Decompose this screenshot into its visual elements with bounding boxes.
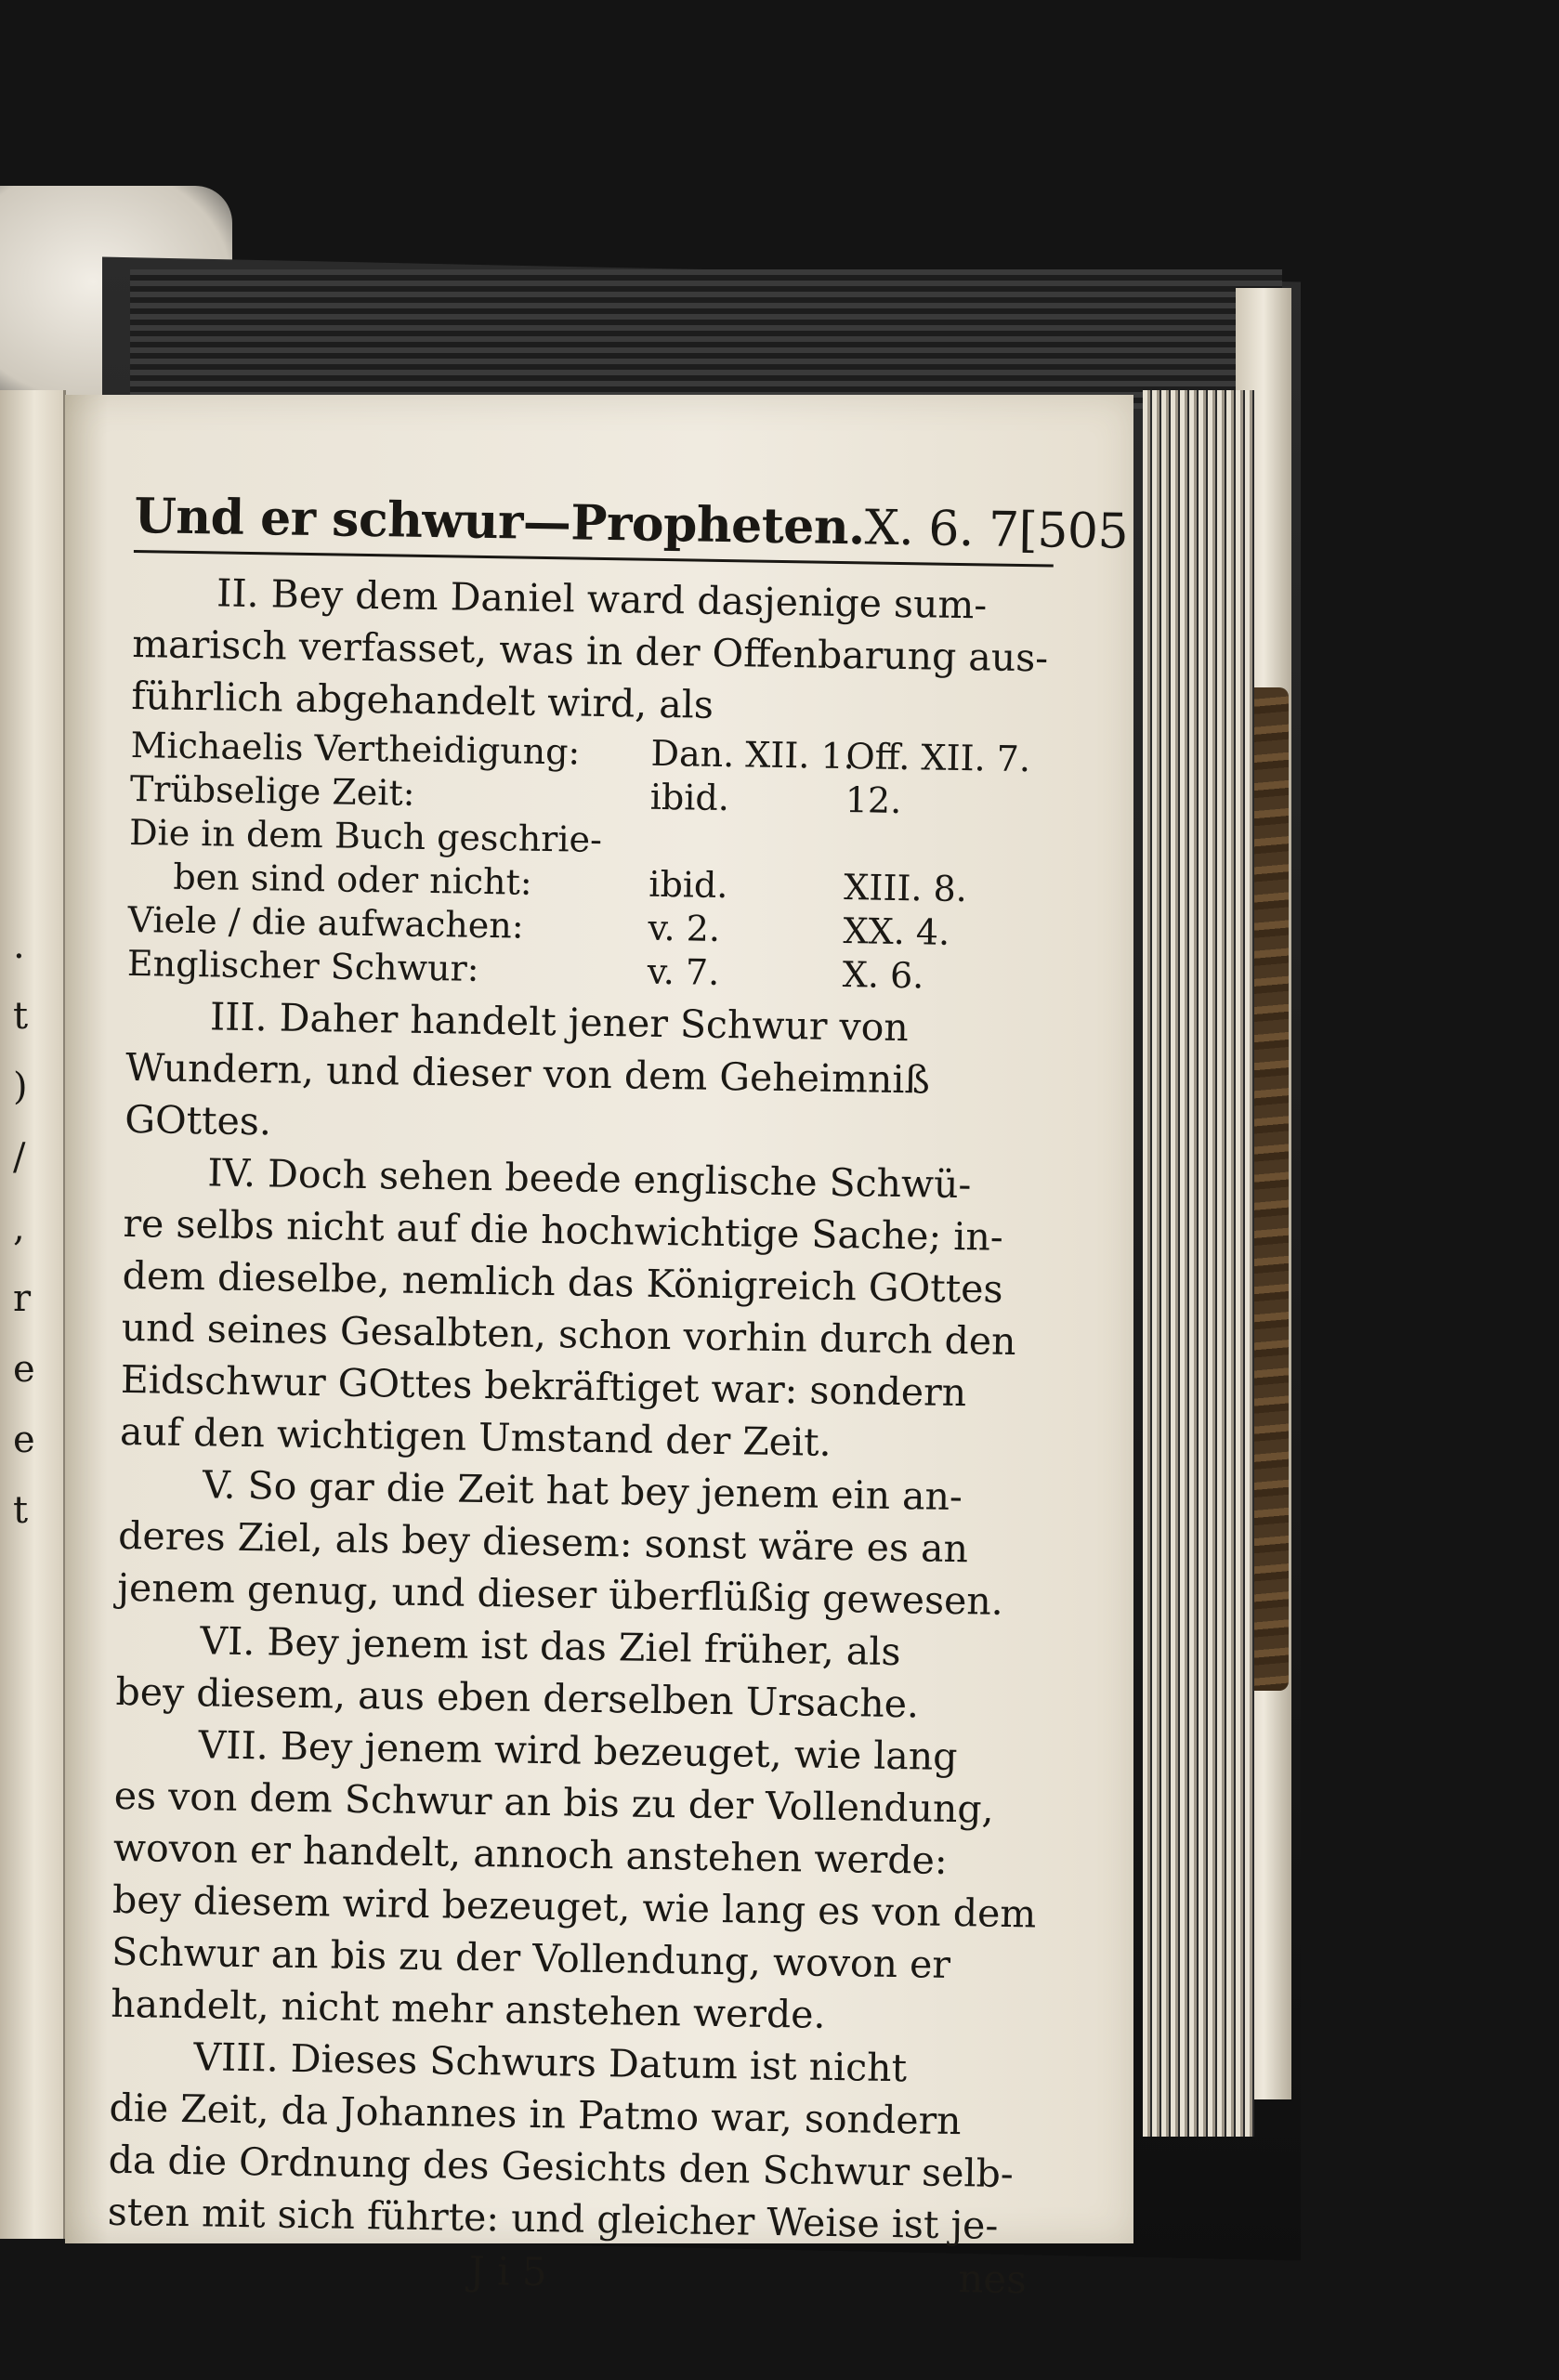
paragraph-vii: VII. Bey jenem wird bezeuget, wie lang es von dem Schwur an bis zu der Vollendung, wovon er handelt, annoch anstehen werde: bey diesem wird bezeuget, wie lang es von dem Schwur an bis zu der Vollendung, wovon er handelt, nicht mehr anstehen werde.: [110, 1722, 1037, 2037]
reference-row: ben sind oder nicht: ibid. XIII. 8.: [173, 856, 968, 910]
page-text-block: [106, 488, 1129, 2306]
reference-row: Englischer Schwur: v. 7. X. 6.: [126, 942, 924, 997]
left-page-margin-chars: . t ) / , r e e t: [13, 924, 35, 1532]
reference-row: Michaelis Vertheidigung: Dan. XII. 1. Off. XII. 7.: [130, 724, 1031, 780]
chapter-reference: X. 6. 7: [864, 500, 1020, 558]
left-page-sliver: [0, 390, 66, 2239]
reference-row: Trübselige Zeit: ibid. 12.: [129, 767, 902, 822]
signature-mark: J i 5: [468, 2247, 547, 2295]
catchword: nes: [957, 2256, 1028, 2303]
paragraph-iii: III. Daher handelt jener Schwur von Wundern, und dieser von dem Geheimniß GOttes.: [124, 994, 931, 1144]
paragraph-iv: IV. Doch sehen beede englische Schwü- re selbs nicht auf die hochwichtige Sache; in- dem dieselbe, nemlich das Königreich GOttes und seines Gesalbten, schon vorhin durch den Eidschwur GOttes bekräftiget war: sondern auf den wichtigen Umstand der Zeit.: [119, 1150, 1016, 1465]
paragraph-ii: II. Bey dem Daniel ward dasjenige sum- marisch verfasset, was in der Offenbarung aus- führlich abgehandelt wird, als: [131, 570, 1049, 727]
book-top-edge: [130, 269, 1282, 409]
paragraph-viii: VIII. Dieses Schwurs Datum ist nicht die Zeit, da Johannes in Patmo war, sondern da die Ordnung des Gesichts den Schwur selb- sten mit sich führte: und gleicher Weise ist je-: [107, 2034, 1015, 2248]
paragraph-vi: VI. Bey jenem ist das Ziel früher, als bey diesem, aus eben derselben Ursache.: [115, 1618, 920, 1727]
fore-edge: [1143, 390, 1254, 2137]
reference-row: Die in dem Buch geschrie-: [128, 811, 603, 860]
page-number: [505: [1018, 502, 1129, 560]
reference-table: [127, 724, 1051, 1000]
book-page: [65, 395, 1133, 2303]
running-header: [134, 488, 1129, 568]
reference-row: Viele / die aufwachen: v. 2. XX. 4.: [127, 898, 950, 953]
paragraph-v: V. So gar die Zeit hat bey jenem ein an- deres Ziel, als bey diesem: sonst wäre es an jenem genug, und dieser überflüßig gewesen.: [117, 1462, 1004, 1624]
running-title: Und er schwur—Propheten.: [134, 488, 866, 556]
